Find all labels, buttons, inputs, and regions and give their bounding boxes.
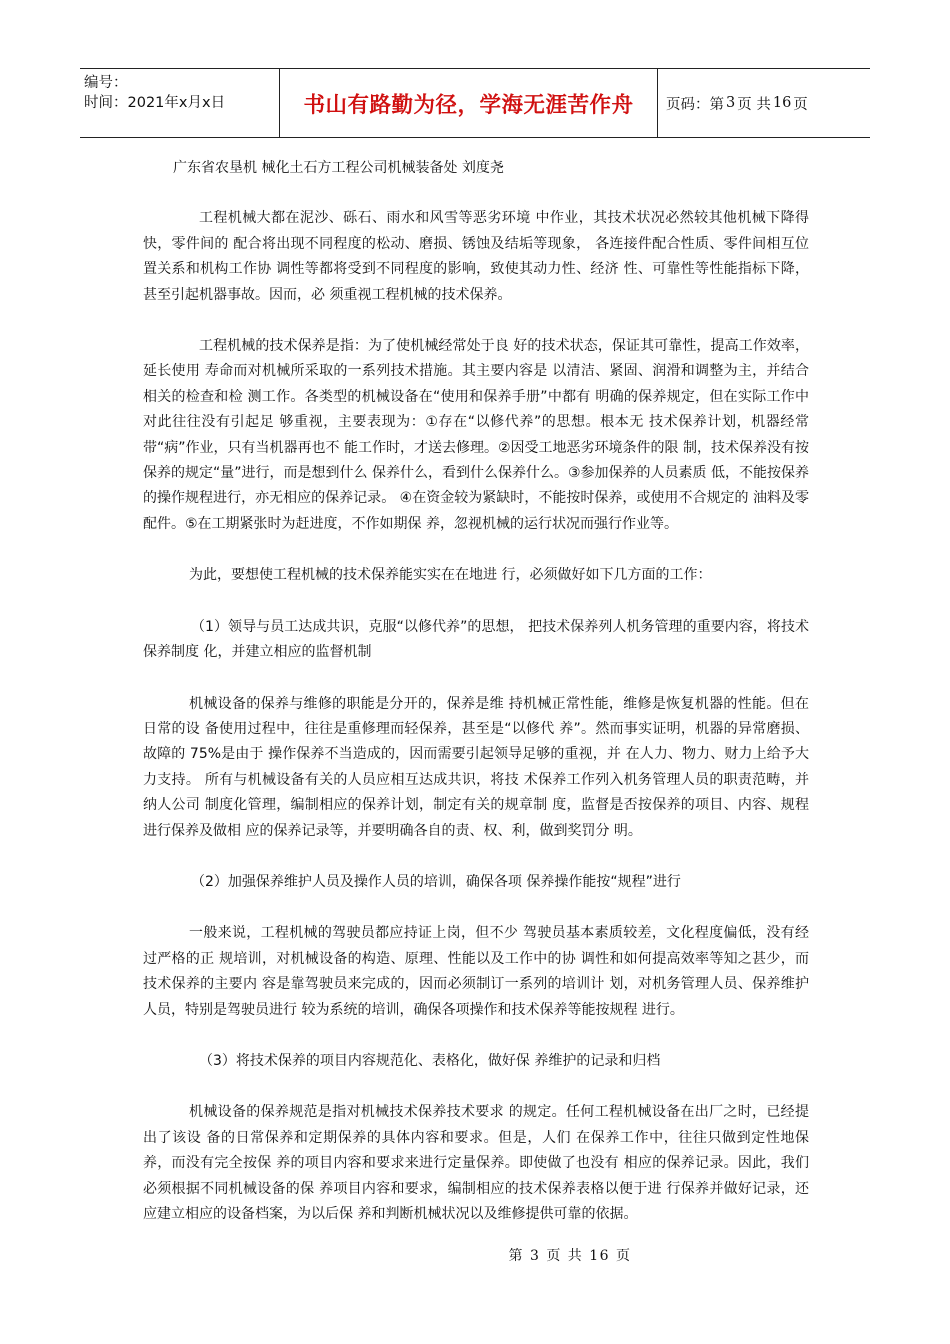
header-table [80, 68, 870, 138]
page-footer [0, 1245, 950, 1265]
header-page-cell [658, 69, 870, 137]
section-body-2: 一般来说，工程机械的驾驶员都应持证上岗，但不少 驾驶员基本素质较差，文化程度偏低，没有经过严格的正 规培训，对机械设备的构造、原理、性能以及工作中的协 调性和如何提高效率等知之甚少，而技术保养的主要内 容是靠驾驶员来完成的，因而必须制订一系列的培训计 划，对机务管理人员、保养维护人员，特别是驾驶员进行 较为系统的培训，确保各项操作和技术保养等能按规程 进行。 [143, 925, 809, 1018]
section-body-3: 机械设备的保养规范是指对机械技术保养技术要求 的规定。任何工程机械设备在出厂之时，已经提出了该设 备的日常保养和定期保养的具体内容和要求。但是，人们 在保养工作中，往往只做到定性地保养，而没有完全按保 养的项目内容和要求来进行定量保养。即使做了也没有 相应的保养记录。因此，我们必须根据不同机械设备的保 养项目内容和要求，编制相应的技术保养表格以便于进 行保养并做好记录，还应建立相应的设备档案，为以后保 养和判断机械状况以及维修提供可靠的依据。 [143, 1104, 809, 1222]
author-line: 广东省农垦机 械化土石方工程公司机械装备处 刘度尧 [173, 160, 504, 176]
paragraph-transition: 为此，要想使工程机械的技术保养能实实在在地进 行，必须做好如下几方面的工作： [189, 567, 712, 584]
footer-suffix: 页 [616, 1248, 632, 1264]
footer-current: 3 [529, 1248, 541, 1264]
header-page-prefix: 页码：第 [666, 96, 724, 113]
document-body [143, 156, 809, 1227]
header-page-suffix: 页 [793, 96, 808, 113]
document-number-label: 编号： [84, 75, 128, 91]
footer-prefix: 第 [508, 1248, 524, 1264]
paragraph-definition: 工程机械的技术保养是指：为了使机械经常处于良 好的技术状态，保证其可靠性，提高工作效率，延长使用 寿命而对机械所采取的一系列技术措施。其主要内容是 以清洁、紧固、润滑和调整为主，并结合相关的检查和检 测工作。各类型的机械设备在“使用和保养手册”中都有 明确的保养规定，但在实际工作中对此往往没有引起足 够重视，主要表现为：①存在“以修代养”的思想。根本无 技术保养计划，机器经常带“病”作业，只有当机器再也不 能工作时，才送去修理。②因受工地恶劣环境条件的限 制，技术保养没有按保养的规定“量”进行，而是想到什么 保养什么，看到什么保养什么。③参加保养的人员素质 低，不能按保养的操作规程进行，亦无相应的保养记录。 ④在资金较为紧缺时，不能按时保养，或使用不合规定的 油料及零配件。⑤在工期紧张时为赶进度，不作如期保 养，忽视机械的运行状况而强行作业等。 [143, 338, 809, 532]
section-heading-1: （1）领导与员工达成共识，克服“以修代养”的思想， 把技术保养列人机务管理的重要内容，将技术保养制度 化，并建立相应的监督机制 [143, 618, 809, 661]
section-heading-3: （3）将技术保养的项目内容规范化、表格化，做好保 养维护的记录和归档 [199, 1052, 661, 1069]
section-heading-2: （2）加强保养维护人员及操作人员的培训，确保各项 保养操作能按“规程”进行 [191, 873, 681, 890]
document-time-label: 时间：2021年x月x日 [84, 95, 226, 111]
paragraph-intro: 工程机械大都在泥沙、砾石、雨水和风雪等恶劣环境 中作业，其技术状况必然较其他机械下降得快，零件间的 配合将出现不同程度的松动、磨损、锈蚀及结垢等现象， 各连接件配合性质、零件间相互位置关系和机构工作协 调性等都将受到不同程度的影响，致使其动力性、经济 性、可靠性等性能指标下降，甚至引起机器事故。因而，必 须重视工程机械的技术保养。 [143, 210, 809, 303]
footer-page-number [508, 1248, 631, 1264]
section-body-1: 机械设备的保养与维修的职能是分开的，保养是维 持机械正常性能，维修是恢复机器的性能。但在日常的设 备使用过程中，往往是重修理而轻保养，甚至是“以修代 养”。然而事实证明，机器的异常磨损、故障的 75%是由于 操作保养不当造成的，因而需要引起领导足够的重视，并 在人力、物力、财力上给予大力支持。 所有与机械设备有关的人员应相互达成共识，将技 术保养工作列入机务管理人员的职责范畴，并纳人公司 制度化管理，编制相应的保养计划，制定有关的规章制 度，监督是否按保养的项目、内容、规程进行保养及做相 应的保养记录等，并要明确各自的责、权、利，做到奖罚分 明。 [143, 695, 809, 839]
header-page-total: 16 [772, 95, 792, 111]
header-motto-cell [280, 69, 658, 137]
header-info-cell [80, 69, 280, 137]
header-page-middle: 页 共 [737, 96, 771, 113]
header-motto: 书山有路勤为径，学海无涯苦作舟 [303, 92, 634, 118]
footer-total: 16 [589, 1248, 611, 1264]
footer-middle: 页 共 [546, 1248, 584, 1264]
header-page-current: 3 [726, 95, 736, 111]
